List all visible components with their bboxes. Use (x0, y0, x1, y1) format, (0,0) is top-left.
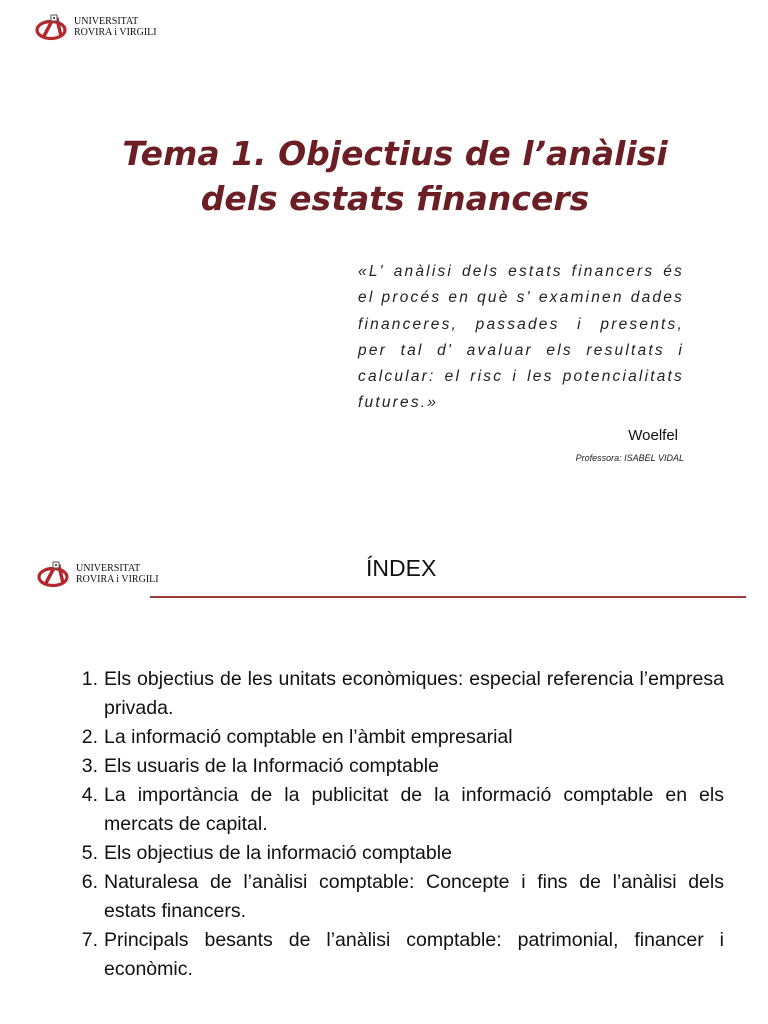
item-number: 3. (81, 755, 98, 777)
urv-logo-icon (36, 560, 74, 588)
item-text: Els objectius de les unitats econòmiques: especial referencia l’empresa privada. (104, 668, 724, 719)
logo-line2: ROVIRA i VIRGILI (74, 27, 157, 38)
index-list (66, 665, 724, 984)
logo-line1: UNIVERSITAT (74, 16, 139, 27)
list-item (66, 868, 724, 926)
logo-text (74, 16, 157, 38)
list-item (66, 752, 724, 781)
quote-author: Woelfel (628, 427, 678, 444)
list-item (66, 839, 724, 868)
slide-title-line1: Tema 1. Objectius de l’anàlisi (122, 134, 668, 173)
teacher-name: Professora: ISABEL VIDAL (575, 453, 684, 463)
item-text: La informació comptable en l’àmbit empresarial (104, 726, 513, 748)
slide-title-line2: dels estats financers (200, 179, 590, 218)
logo-line1: UNIVERSITAT (76, 563, 141, 574)
logo-line2: ROVIRA i VIRGILI (76, 574, 159, 585)
item-number: 7. (81, 929, 98, 951)
item-number: 4. (81, 784, 98, 806)
item-text: La importància de la publicitat de la informació comptable en els mercats de capital. (104, 784, 724, 835)
title-divider (150, 596, 746, 598)
urv-logo-icon (34, 13, 72, 41)
item-text: Naturalesa de l’anàlisi comptable: Concepte i fins de l’anàlisi dels estats financers. (104, 871, 724, 922)
list-item (66, 723, 724, 752)
list-item (66, 781, 724, 839)
quote-text: «L' anàlisi dels estats financers és el procés en què s' examinen dades financeres, passades i presents, per tal d' avaluar els resultats i calcular: el risc i les potencialitats futures.» (358, 263, 684, 412)
university-logo-2 (36, 560, 159, 588)
item-text: Principals besants de l’anàlisi comptable: patrimonial, financer i econòmic. (104, 929, 724, 980)
list-item (66, 926, 724, 984)
university-logo (34, 13, 157, 41)
item-number: 2. (81, 726, 98, 748)
item-number: 5. (81, 842, 98, 864)
logo-text (76, 563, 159, 585)
item-text: Els objectius de la informació comptable (104, 842, 452, 864)
slide-title (60, 131, 730, 221)
list-item (66, 665, 724, 723)
item-number: 6. (81, 871, 98, 893)
index-title: ÍNDEX (366, 555, 437, 581)
item-text: Els usuaris de la Informació comptable (104, 755, 439, 777)
item-number: 1. (81, 668, 98, 690)
